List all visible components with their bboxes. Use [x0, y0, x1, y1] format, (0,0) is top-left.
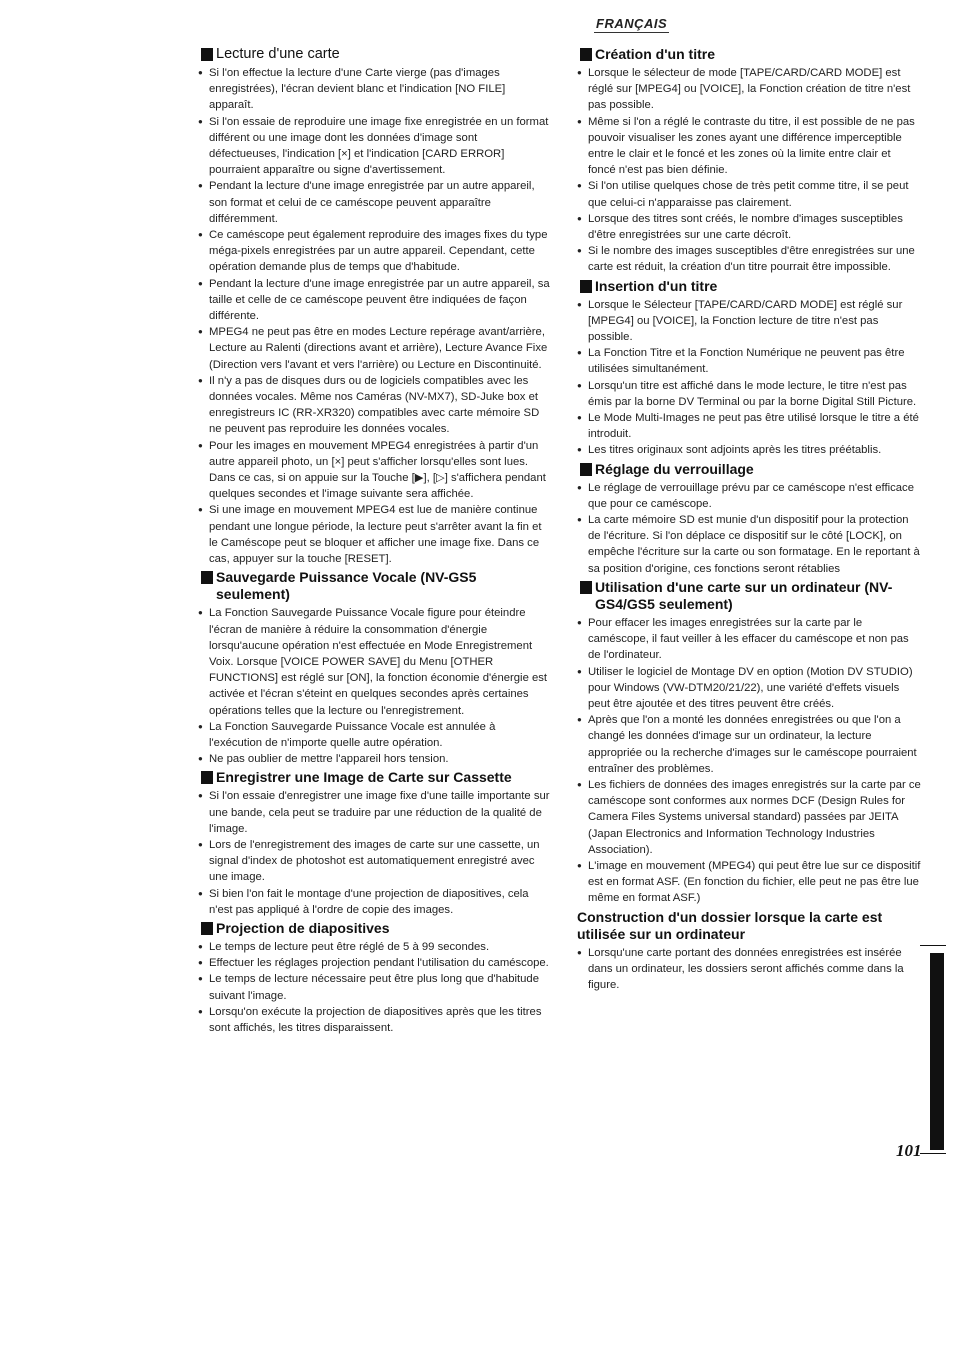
bullet-list [577, 65, 921, 276]
section-heading [577, 46, 921, 63]
section-heading-text: Enregistrer une Image de Carte sur Cassette [216, 769, 512, 786]
right-column [577, 44, 921, 994]
bullet-item: ● La Fonction Sauvegarde Puissance Vocale est annulée à l'exécution de n'importe quelle autre opération. [198, 719, 550, 751]
bullet-item: ● Si l'on essaie de reproduire une image fixe enregistrée en un format différent ou une image dont les données d'image sont défectueuses, l'indication [×] et l'indication [CARD ERROR] pourraient apparaître ou signe d'avertissement. [198, 114, 550, 179]
heading-marker-icon [580, 280, 592, 293]
section-heading [577, 278, 921, 295]
bullet-item: ● Si l'on essaie d'enregistrer une image fixe d'une taille importante sur une bande, cela peut se traduire par une réduction de la qualité de l'image. [198, 788, 550, 837]
heading-marker-icon [201, 771, 213, 784]
page-edge-tab [930, 953, 944, 1150]
edge-rule [920, 1153, 946, 1154]
bullet-item: ● Si l'on effectue la lecture d'une Carte vierge (pas d'images enregistrées), l'écran devient blanc et l'indication [NO FILE] apparaît. [198, 65, 550, 114]
heading-marker-icon [580, 463, 592, 476]
bullet-item: ● Ne pas oublier de mettre l'appareil hors tension. [198, 751, 550, 767]
bullet-list [577, 480, 921, 577]
section-heading-text: Lecture d'une carte [216, 46, 340, 62]
section-creation-d-un-titre [577, 46, 921, 276]
heading-marker-icon [201, 48, 213, 61]
bullet-item: ● Lors de l'enregistrement des images de carte sur une cassette, un signal d'index de photoshot est automatiquement enregistré avec une image. [198, 837, 550, 886]
section-construction-d-un-dossier-lorsque-la-car [577, 909, 921, 994]
bullet-list [577, 297, 921, 459]
bullet-item: ● Les titres originaux sont adjoints après les titres préétablis. [577, 442, 921, 458]
section-sauvegarde-puissance-vocale-nv-gs5-seule [198, 569, 550, 767]
section-heading [198, 46, 550, 63]
section-heading-text: Projection de diapositives [216, 919, 390, 936]
bullet-list [198, 939, 550, 1036]
section-heading-text: Construction d'un dossier lorsque la carte est utilisée sur un ordinateur [577, 908, 883, 942]
bullet-list [198, 65, 550, 567]
bullet-item: ● La Fonction Titre et la Fonction Numérique ne peuvent pas être utilisées simultanément. [577, 345, 921, 377]
bullet-list [198, 788, 550, 918]
bullet-item: ● L'image en mouvement (MPEG4) qui peut être lue sur ce dispositif est en format ASF. (En fonction du fichier, elle peut ne pas être lue même en format ASF.) [577, 858, 921, 907]
section-heading-text: Utilisation d'une carte sur un ordinateur (NV-GS4/GS5 seulement) [595, 578, 893, 612]
language-tag: FRANÇAIS [596, 16, 668, 31]
bullet-list [198, 605, 550, 767]
bullet-item: ● Effectuer les réglages projection pendant l'utilisation du caméscope. [198, 955, 550, 971]
bullet-item: ● Pour effacer les images enregistrées sur la carte par le caméscope, il faut veiller à les effacer du caméscope et non pas de l'ordinateur. [577, 615, 921, 664]
bullet-item: ● Si l'on utilise quelques chose de très petit comme titre, il se peut que celui-ci n'apparaisse pas clairement. [577, 178, 921, 210]
bullet-item: ● Il n'y a pas de disques durs ou de logiciels compatibles avec les données vocales. Même nos Caméras (NV-MX7), SD-Juke box et enregistreurs IC (RR-XR320) compatibles avec carte mémoire SD ne peuvent pas reproduire les données vocales. [198, 373, 550, 438]
bullet-item: ● Si une image en mouvement MPEG4 est lue de manière continue pendant une longue période, la lecture peut s'arrêter avant la fin et le Caméscope peut se bloquer et afficher une image fixe. Dans ce cas, appuyer sur la touche [RESET]. [198, 502, 550, 567]
bullet-item: ● La Fonction Sauvegarde Puissance Vocale figure pour éteindre l'écran de manière à réduire la consommation d'énergie lorsqu'aucune opération n'est effectuée en Mode Enregistrement Voix. Lorsque [VOICE POWER SAVE] du Menu [OTHER FUNCTIONS] est réglé sur [ON], la fonction économie d'énergie est activée et l'écran s'éteint en quelques secondes après certaines opérations telles que la lecture ou l'enregistrement. [198, 605, 550, 718]
section-heading [577, 461, 921, 478]
bullet-list [577, 945, 921, 994]
bullet-item: ● Après que l'on a monté les données enregistrées ou que l'on a changé les données d'image sur un ordinateur, la lecture appropriée ou la recherche d'images sur le caméscope pourraient entraîner des problèmes. [577, 712, 921, 777]
section-heading [198, 569, 550, 603]
bullet-item: ● Ce caméscope peut également reproduire des images fixes du type méga-pixels enregistrées par un autre appareil. Cependant, cette opération demande plus de temps que d'habitude. [198, 227, 550, 276]
section-heading [198, 769, 550, 786]
bullet-item: ● Le Mode Multi-Images ne peut pas être utilisé lorsque le titre a été introduit. [577, 410, 921, 442]
section-enregistrer-une-image-de-carte-sur-casse [198, 769, 550, 918]
section-insertion-d-un-titre [577, 278, 921, 459]
bullet-item: ● Pour les images en mouvement MPEG4 enregistrées à partir d'un autre appareil photo, un [×] peut s'afficher lorsqu'elles sont lues. Dans ce cas, si on appuie sur la Touche [▶], [▷] s'affichera pendant quelques secondes et l'image suivante sera affichée. [198, 438, 550, 503]
bullet-item: ● Lorsque le Sélecteur [TAPE/CARD/CARD MODE] est réglé sur [MPEG4] ou [VOICE], la Fonction lecture de titre n'est pas possible. [577, 297, 921, 346]
section-heading-text: Sauvegarde Puissance Vocale (NV-GS5 seulement) [216, 569, 477, 603]
bullet-item: ● Le temps de lecture peut être réglé de 5 à 99 secondes. [198, 939, 550, 955]
section-lecture-d-une-carte [198, 46, 550, 567]
section-reglage-du-verrouillage [577, 461, 921, 577]
bullet-item: ● Le réglage de verrouillage prévu par ce caméscope n'est efficace que pour ce caméscope. [577, 480, 921, 512]
section-heading-text: Insertion d'un titre [595, 277, 718, 294]
section-heading [577, 579, 921, 613]
section-heading [198, 920, 550, 937]
bullet-item: ● Lorsqu'une carte portant des données enregistrées est insérée dans un ordinateur, les dossiers seront affichés comme dans la figure. [577, 945, 921, 994]
heading-marker-icon [580, 48, 592, 61]
bullet-item: ● Lorsque le sélecteur de mode [TAPE/CARD/CARD MODE] est réglé sur [MPEG4] ou [VOICE], la Fonction création de titre n'est pas possible. [577, 65, 921, 114]
page-number: 101 [896, 1141, 922, 1160]
bullet-item: ● MPEG4 ne peut pas être en modes Lecture repérage avant/arrière, Lecture au Ralenti (directions avant et arrière), Lecture Avance Fixe (Direction vers l'avant et vers l'arrière) ou Lecture en Discontinuité. [198, 324, 550, 373]
bullet-item: ● Si le nombre des images susceptibles d'être enregistrées sur une carte est réduit, la création d'un titre pourrait être impossible. [577, 243, 921, 275]
section-heading-text: Création d'un titre [595, 46, 715, 62]
section-projection-de-diapositives [198, 920, 550, 1036]
heading-marker-icon [580, 581, 592, 594]
bullet-item: ● La carte mémoire SD est munie d'un dispositif pour la protection de l'écriture. Si l'on déplace ce dispositif sur le côté [LOCK], on empêche l'écriture sur la carte ou son formatage. En le reportant à sa position d'origine, ces fonctions seront rétablies [577, 512, 921, 577]
section-utilisation-d-une-carte-sur-un-ordinateu [577, 579, 921, 907]
edge-rule [920, 945, 946, 946]
heading-marker-icon [201, 571, 213, 584]
bullet-item: ● Pendant la lecture d'une image enregistrée par un autre appareil, sa taille et celle de ce caméscope peuvent être indiquées de façon différente. [198, 276, 550, 325]
bullet-item: ● Même si l'on a réglé le contraste du titre, il est possible de ne pas pouvoir visualiser les zones ayant une différence imperceptible entre le clair et le foncé et les zones où la limite entre clair et foncé n'est pas bien définie. [577, 114, 921, 179]
bullet-list [577, 615, 921, 907]
bullet-item: ● Si bien l'on fait le montage d'une projection de diapositives, cela n'est pas appliqué à l'ordre de copie des images. [198, 886, 550, 918]
heading-marker-icon [201, 922, 213, 935]
section-heading-text: Réglage du verrouillage [595, 460, 754, 477]
bullet-item: ● Lorsque des titres sont créés, le nombre d'images susceptibles d'être enregistrées sur une carte décroît. [577, 211, 921, 243]
bullet-item: ● Pendant la lecture d'une image enregistrée par un autre appareil, son format et celui de ce caméscope peuvent apparaître différemment. [198, 178, 550, 227]
bullet-item: ● Les fichiers de données des images enregistrés sur la carte par ce caméscope sont conformes aux normes DCF (Design Rules for Camera Files Systems universal standard) passées par JEITA (Japan Electronics and Information Technology Industries Association). [577, 777, 921, 858]
bullet-item: ● Lorsqu'on exécute la projection de diapositives après que les titres sont affichés, les titres disparaissent. [198, 1004, 550, 1036]
left-column [198, 44, 550, 1037]
bullet-item: ● Lorsqu'un titre est affiché dans le mode lecture, le titre n'est pas émis par la borne DV Terminal ou par la borne Digital Still Picture. [577, 378, 921, 410]
bullet-item: ● Le temps de lecture nécessaire peut être plus long que d'habitude suivant l'image. [198, 971, 550, 1003]
bullet-item: ● Utiliser le logiciel de Montage DV en option (Motion DV STUDIO) pour Windows (VW-DTM20/21/22), une variété d'effets visuels peut être ajoutée et des titres peuvent être créés. [577, 664, 921, 713]
section-heading [577, 909, 921, 943]
